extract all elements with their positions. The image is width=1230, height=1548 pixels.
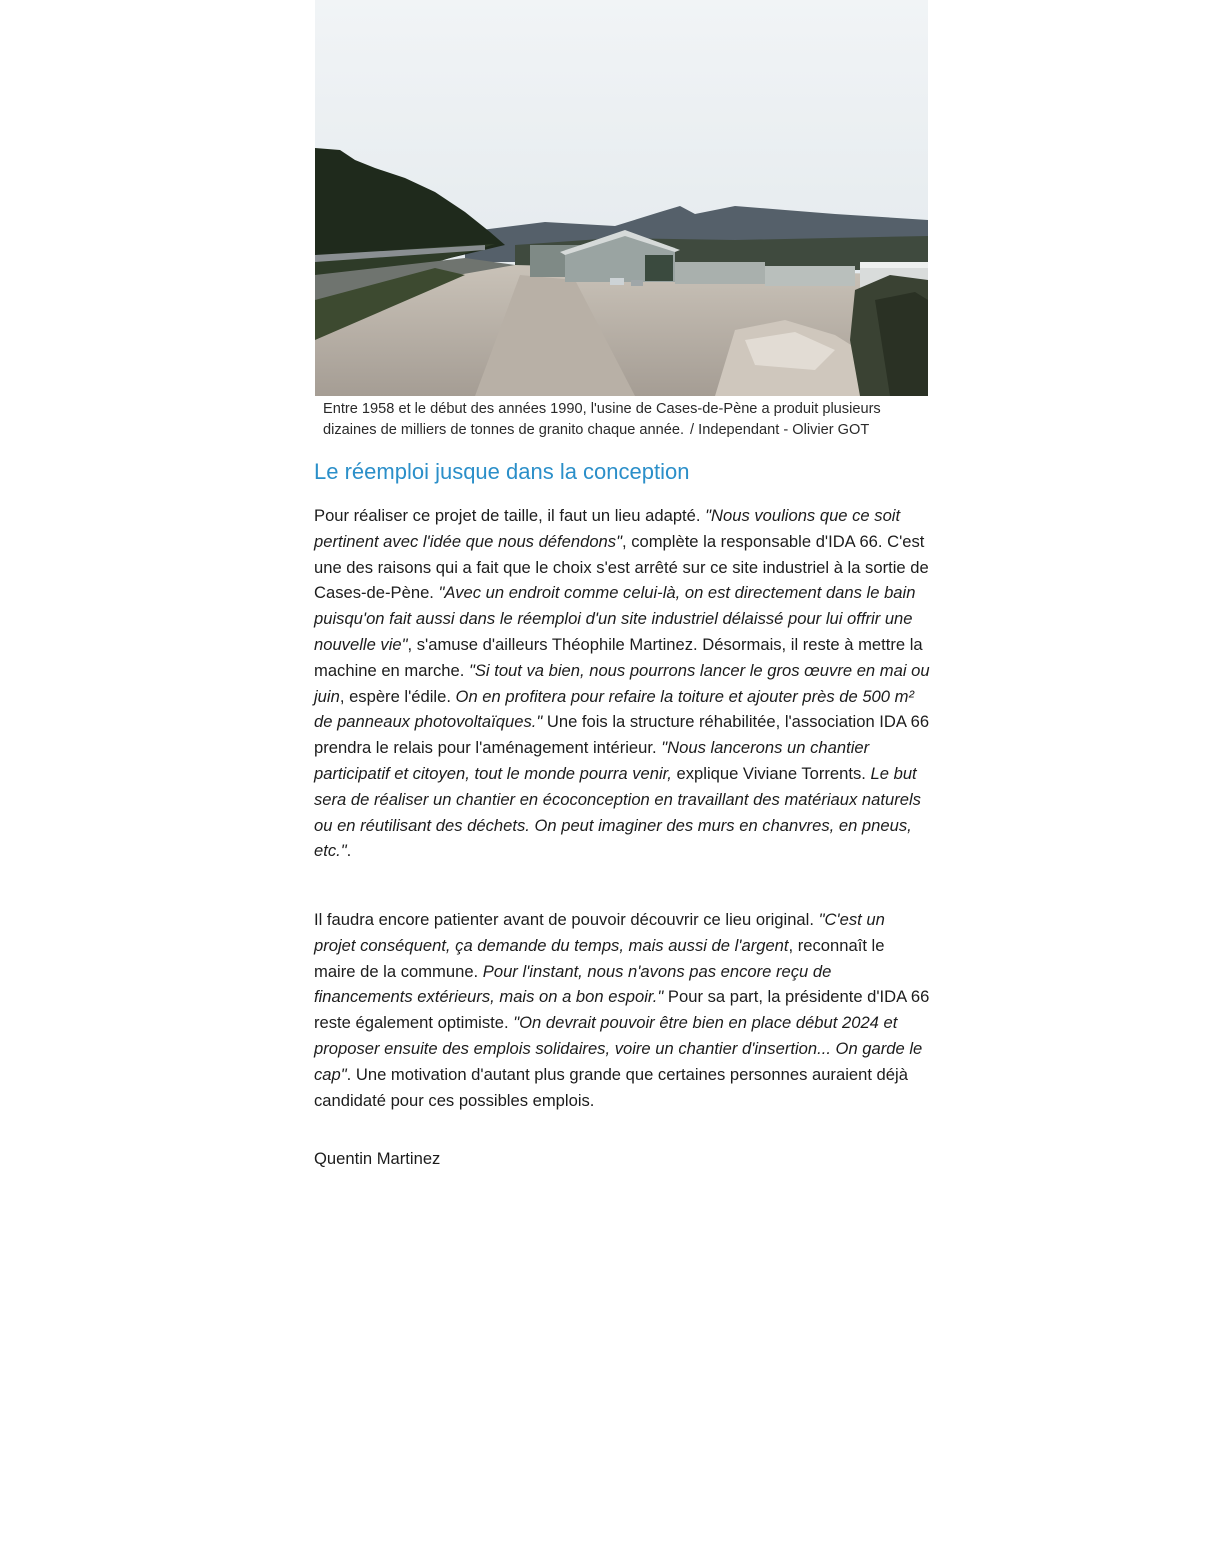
quote-run: "Nous voulions que ce soit pertinent avec l'idée que nous défendons" (314, 506, 901, 551)
article-paragraph-2 (314, 907, 930, 1113)
caption-text: Entre 1958 et le début des années 1990, l'usine de Cases-de-Pène a produit plusieurs dizaines de milliers de tonnes de granito chaque année. (323, 401, 881, 438)
caption-credit: / Independant - Olivier GOT (690, 422, 870, 438)
text-run: explique Viviane Torrents. (671, 763, 871, 783)
section-heading: Le réemploi jusque dans la conception (314, 459, 690, 484)
article-photo (315, 0, 928, 396)
text-run: , complète la responsable d'IDA 66. C'est une des raisons qui a fait que le choix s'est arrêté sur ce site industriel à la sortie de Cases-de-Pène. (314, 531, 929, 603)
text-run: Pour réaliser ce projet de taille, il faut un lieu adapté. (314, 506, 706, 525)
quote-run: "Si tout va bien, nous pourrons lancer le gros œuvre en mai ou juin (314, 660, 930, 706)
quote-run: "C'est un projet conséquent, ça demande du temps, mais aussi de l'argent (314, 910, 885, 955)
quote-run: "On devrait pouvoir être bien en place début 2024 et proposer ensuite des emplois solidaires, voire un chantier d'insertion... On garde le cap" (314, 1013, 923, 1084)
factory-landscape-image (315, 0, 928, 396)
text-run: , s'amuse d'ailleurs Théophile Martinez. Désormais, il reste à mettre la machine en marche. (314, 634, 923, 680)
article-author: Quentin Martinez (314, 1149, 441, 1168)
text-run: Pour sa part, la présidente d'IDA 66 reste également optimiste. (314, 987, 930, 1033)
photo-caption (323, 399, 923, 441)
quote-run: Le but sera de réaliser un chantier en écoconception en travaillant des matériaux naturels ou en réutilisant des déchets. On peut imaginer des murs en chanvres, en pneus, etc." (314, 763, 921, 861)
quote-run: On en profitera pour refaire la toiture et ajouter près de 500 m² de panneaux photovoltaïques." (314, 686, 914, 732)
text-run: . (346, 841, 352, 861)
text-run: , reconnaît le maire de la commune. (314, 935, 885, 981)
text-run: Il faudra encore patienter avant de pouvoir découvrir ce lieu original. (314, 910, 819, 929)
article-paragraph-1 (314, 503, 930, 864)
quote-run: "Avec un endroit comme celui-là, on est directement dans le bain puisqu'on fait aussi dans le réemploi d'un site industriel délaissé pour lui offrir une nouvelle vie" (314, 583, 916, 654)
text-run: , espère l'édile. (339, 686, 456, 706)
quote-run: Pour l'instant, nous n'avons pas encore reçu de financements extérieurs, mais on a bon espoir." (314, 961, 832, 1007)
quote-run: "Nous lancerons un chantier participatif et citoyen, tout le monde pourra venir, (314, 738, 870, 783)
text-run: Une fois la structure réhabilitée, l'association IDA 66 prendra le relais pour l'aménagement intérieur. (314, 712, 930, 758)
text-run: . Une motivation d'autant plus grande que certaines personnes auraient déjà candidaté pour ces possibles emplois. (314, 1064, 908, 1110)
